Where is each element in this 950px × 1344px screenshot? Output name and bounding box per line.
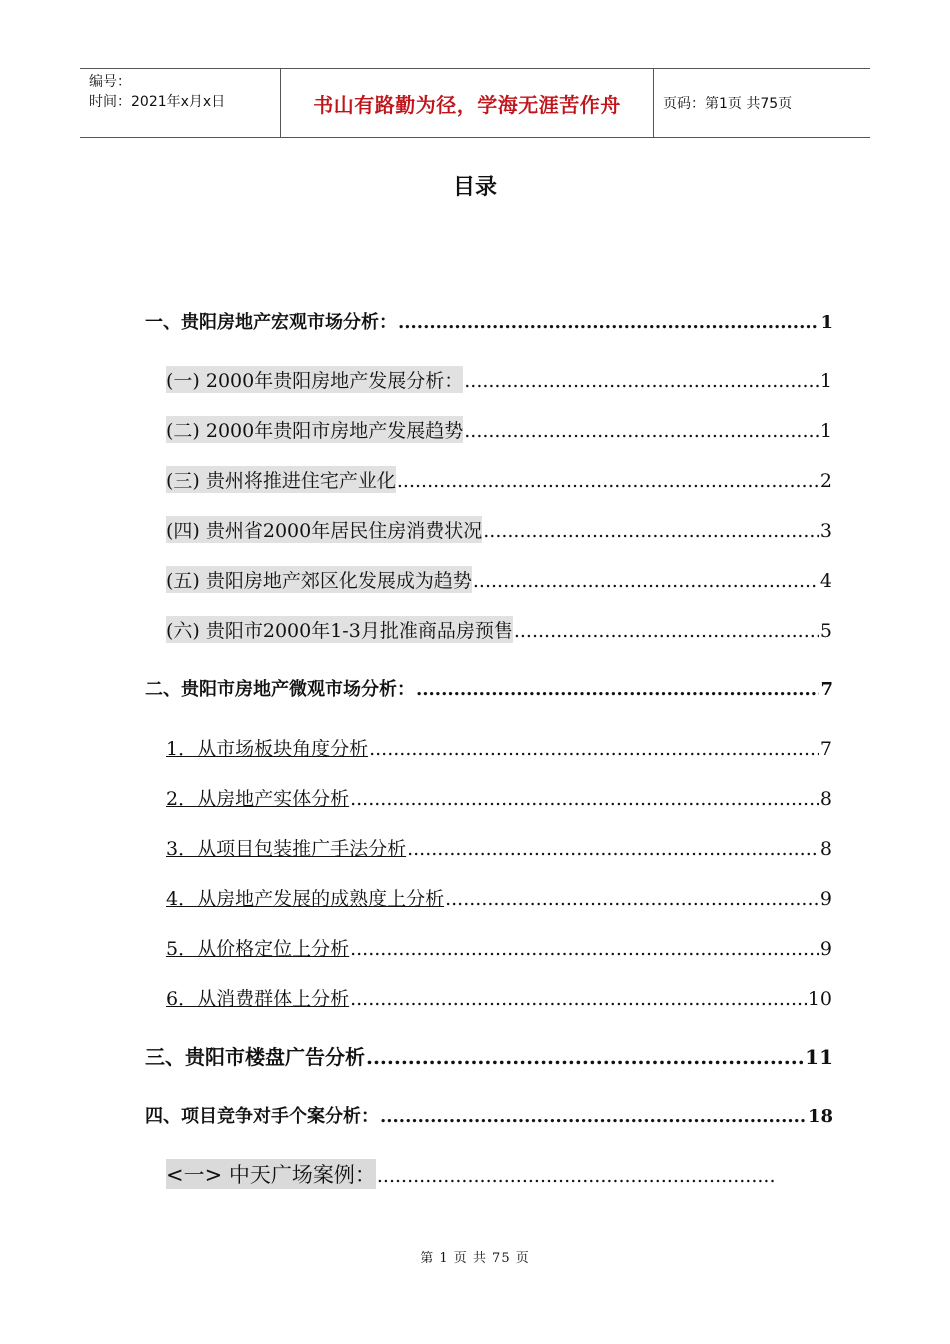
toc-entry-text: 1．从市场板块角度分析	[166, 738, 369, 760]
toc-leader	[407, 838, 819, 860]
toc-entry-page: 4	[819, 570, 832, 592]
toc-entry[interactable]	[166, 566, 832, 593]
toc-entry[interactable]	[145, 675, 833, 701]
toc-leader	[366, 1045, 804, 1069]
toc-entry[interactable]	[166, 834, 832, 861]
toc-entry[interactable]	[166, 1159, 776, 1189]
toc-entry-page: 9	[819, 938, 832, 960]
toc-leader	[350, 788, 819, 810]
toc-entry-text: (六) 贵阳市2000年1-3月批准商品房预售	[166, 616, 513, 643]
toc-entry[interactable]	[145, 308, 833, 334]
toc-entry-text: 2．从房地产实体分析	[166, 788, 350, 810]
toc-entry-text: 二、贵阳市房地产微观市场分析：	[145, 679, 415, 700]
toc-leader	[445, 888, 819, 910]
toc-entry[interactable]	[166, 366, 832, 393]
toc-entry-page: 9	[819, 888, 832, 910]
header-page-info: 页码：第1页 共75页	[663, 96, 793, 112]
toc-entry-text: 4．从房地产发展的成熟度上分析	[166, 888, 445, 910]
toc-entry-page: 3	[819, 520, 832, 542]
toc-entry[interactable]	[166, 984, 832, 1011]
toc-entry-page: 5	[819, 620, 832, 642]
toc-entry-page: 1	[819, 370, 832, 392]
toc-entry-text: 三、贵阳市楼盘广告分析	[145, 1045, 365, 1069]
toc-entry-text: <一> 中天广场案例：	[166, 1159, 376, 1189]
toc-leader	[416, 679, 819, 700]
toc-entry-text: (四) 贵州省2000年居民住房消费状况	[166, 516, 482, 543]
toc-entry-text: 6．从消费群体上分析	[166, 988, 350, 1010]
toc-entry[interactable]	[145, 1102, 833, 1128]
toc-entry-text: 四、项目竞争对手个案分析：	[145, 1106, 379, 1127]
toc-leader	[514, 620, 819, 642]
toc-leader	[398, 312, 819, 333]
toc-entry[interactable]	[145, 1041, 833, 1070]
toc-entry-text: 5．从价格定位上分析	[166, 938, 350, 960]
toc-leader	[350, 938, 819, 960]
code-label: 编号：	[89, 74, 131, 90]
time-label: 时间：2021年x月x日	[89, 94, 226, 110]
toc-entry[interactable]	[166, 466, 832, 493]
toc-leader	[380, 1106, 807, 1127]
header-motto: 书山有路勤为径，学海无涯苦作舟	[281, 69, 654, 137]
toc-entry-page: 2	[819, 470, 832, 492]
toc-entry-page: 8	[819, 838, 832, 860]
toc-entry[interactable]	[166, 784, 832, 811]
toc-entry-page: 1	[819, 420, 832, 442]
toc-entry-page: 18	[807, 1106, 833, 1127]
toc-entry-text: 3．从项目包装推广手法分析	[166, 838, 407, 860]
header-meta	[80, 69, 281, 137]
toc-leader	[350, 988, 807, 1010]
toc-entry-page: 8	[819, 788, 832, 810]
toc-leader	[473, 570, 819, 592]
page-title: 目录	[452, 175, 497, 200]
toc-entry[interactable]	[166, 516, 832, 543]
toc-entry-text: (二) 2000年贵阳市房地产发展趋势	[166, 416, 463, 443]
toc-entry-text: (一) 2000年贵阳房地产发展分析：	[166, 366, 463, 393]
toc-entry[interactable]	[166, 884, 832, 911]
toc-entry[interactable]	[166, 616, 832, 643]
page-footer: 第 1 页 共 75 页	[420, 1251, 530, 1266]
toc-entry-text: 一、贵阳房地产宏观市场分析：	[145, 312, 397, 333]
toc-leader	[377, 1165, 775, 1187]
toc-leader	[397, 470, 819, 492]
toc-leader	[483, 520, 819, 542]
toc-leader	[369, 738, 819, 760]
toc-entry-page: 7	[820, 679, 833, 700]
toc-leader	[464, 420, 819, 442]
toc-entry-page: 1	[820, 312, 833, 333]
toc-entry-text: (五) 贵阳房地产郊区化发展成为趋势	[166, 566, 472, 593]
toc-entry-page: 11	[805, 1045, 833, 1069]
toc-entry[interactable]	[166, 734, 832, 761]
toc-leader	[464, 370, 819, 392]
document-header	[80, 68, 870, 138]
toc-entry-text: (三) 贵州将推进住宅产业化	[166, 466, 396, 493]
toc-entry[interactable]	[166, 416, 832, 443]
toc-entry-page: 10	[807, 988, 832, 1010]
toc-entry-page: 7	[819, 738, 832, 760]
toc-entry[interactable]	[166, 934, 832, 961]
